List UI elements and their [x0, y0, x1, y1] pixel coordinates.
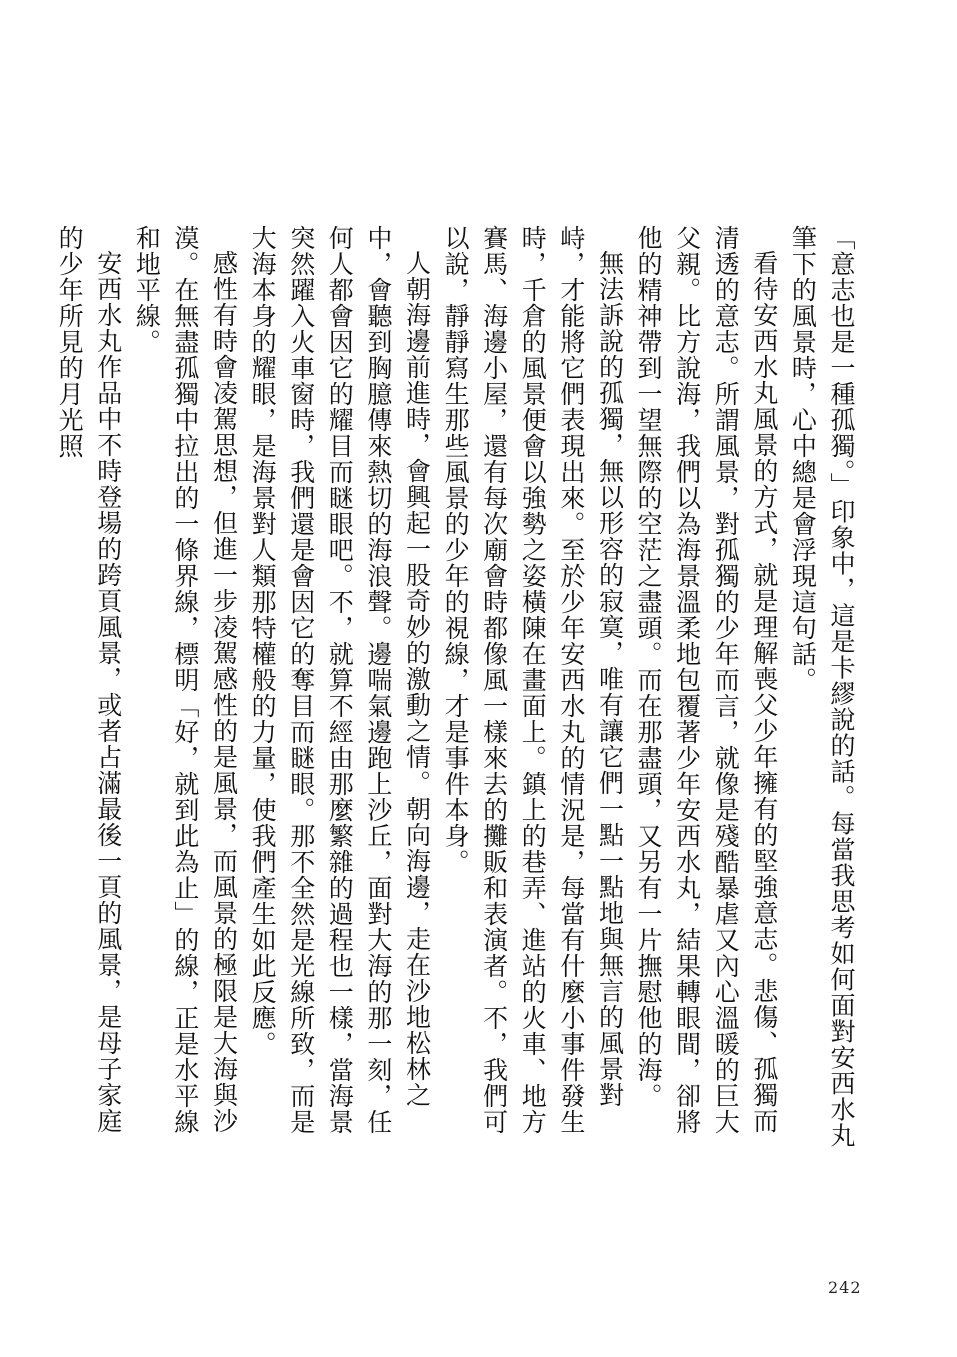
page-number: 242	[828, 1278, 862, 1297]
paragraph-5: 感性有時會凌駕思想，但進一步凌駕感性的是風景，而風景的極限是大海與沙漠。在無盡孤獨中拉出的一條界線，標明「好，就到此為止」的線，正是水平線和地平線。	[132, 225, 239, 1135]
paragraph-1: 「意志也是一種孤獨。」印象中，這是卡繆說的話。每當我思考如何面對安西水丸筆下的風景時，心中總是會浮現這句話。	[788, 225, 856, 1149]
paragraph-6: 安西水丸作品中不時登場的跨頁風景，或者占滿最後一頁的風景，是母子家庭的少年所見的月光照	[55, 225, 123, 1134]
paragraph-2: 看待安西水丸風景的方式，就是理解喪父少年擁有的堅強意志。悲傷、孤獨而清透的意志。所謂風景，對孤獨的少年而言，就像是殘酷暴虐又內心溫暖的巨大父親。比方說海，我們以為海景溫柔地包覆著少年安西水丸，結果轉眼間，卻將他的精神帶到一望無際的空茫之盡頭。而在那盡頭，又另有一片撫慰他的海。	[634, 225, 779, 1135]
paragraph-4: 人朝海邊前進時，會興起一股奇妙的激動之情。朝向海邊，走在沙地松林之中，會聽到胸臆傳來熱切的海浪聲。邊喘氣邊跑上沙丘，面對大海的那一刻，任何人都會因它的耀目而瞇眼吧。不，就算不經由那麼繁雜的過程也一樣，當海景突然躍入火車窗時，我們還是會因它的奪目而瞇眼。那不全然是光線所致，而是大海本身的耀眼，是海景對人類那特權般的力量，使我們產生如此反應。	[248, 225, 432, 1135]
paragraph-3: 無法訴說的孤獨，無以形容的寂寞，唯有讓它們一點一點地與無言的風景對峙，才能將它們表現出來。至於少年安西水丸的情況是，每當有什麼小事件發生時，千倉的風景便會以強勢之姿橫陳在畫面上。鎮上的巷弄、進站的火車、地方賽馬、海邊小屋，還有每次廟會時都像風一樣來去的攤販和表演者。不，我們可以說，靜靜寫生那些風景的少年的視線，才是事件本身。	[441, 225, 625, 1135]
body-text	[55, 225, 860, 1155]
